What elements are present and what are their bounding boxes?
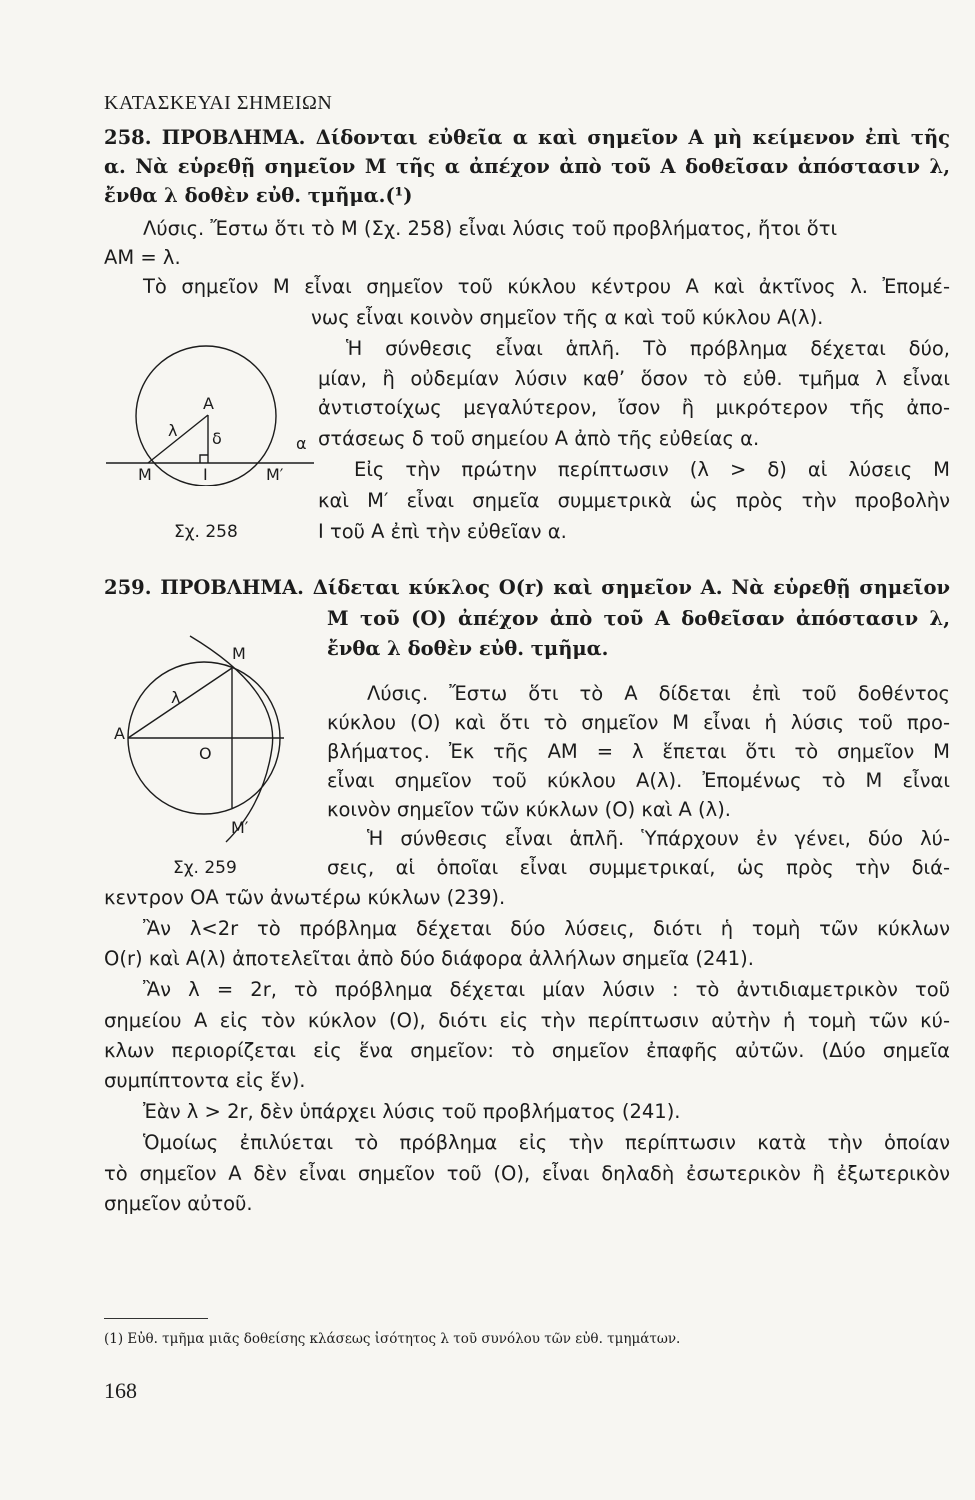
figure-259-drawing bbox=[108, 628, 298, 858]
figure-259-caption: Σχ. 259 bbox=[173, 858, 237, 878]
fig258-label-a: α bbox=[296, 434, 307, 453]
footnote: (1) Εὐθ. τμῆμα μιᾶς δοθείσης κλάσεως ἰσότητος λ τοῦ συνόλου τῶν εὐθ. τμημάτων. bbox=[104, 1331, 681, 1347]
p259-line-4: Λύσις. Ἔστω ὅτι τὸ Α δίδεται ἐπὶ τοῦ δοθέντος bbox=[367, 682, 950, 705]
fig258-label-Mprime: Μ′ bbox=[266, 465, 284, 484]
running-head: ΚΑΤΑΣΚΕΥΑΙ ΣΗΜΕΙΩΝ bbox=[104, 92, 333, 114]
p258-line-14: Ι τοῦ Α ἐπὶ τὴν εὐθεῖαν α. bbox=[318, 520, 567, 543]
p259-line-13: Ο(r) καὶ Α(λ) ἀποτελεῖται ἀπὸ δύο διάφορα ἀλλήλων σημεῖα (241). bbox=[104, 947, 754, 970]
p259-line-8: κοινὸν σημεῖον τῶν κύκλων (Ο) καὶ Α (λ). bbox=[327, 798, 732, 821]
p258-line-13: καὶ Μ′ εἶναι σημεῖα συμμετρικὰ ὡς πρὸς τὴν προβολὴν bbox=[318, 489, 950, 512]
fig258-label-A: Α bbox=[203, 394, 214, 413]
p258-line-7: νως εἶναι κοινὸν σημεῖον τῆς α καὶ τοῦ κύκλου Α(λ). bbox=[311, 306, 824, 329]
fig258-label-M: Μ bbox=[138, 465, 152, 484]
right-angle-mark bbox=[200, 455, 208, 463]
p259-line-16: κλων περιορίζεται εἰς ἕνα σημεῖον: τὸ σημεῖον ἐπαφῆς αὐτῶν. (Δύο σημεῖα bbox=[104, 1039, 950, 1062]
p258-line-2: α. Νὰ εὑρεθῇ σημεῖον Μ τῆς α ἀπέχον ἀπὸ τοῦ Α δοθεῖσαν ἀπόστασιν λ, bbox=[104, 155, 950, 178]
p259-line-15: σημείου Α εἰς τὸν κύκλον (Ο), διότι εἰς τὴν περίπτωσιν αὐτὴν ἡ τομὴ τῶν κύ- bbox=[104, 1009, 950, 1032]
p259-line-7: εἶναι σημεῖον τοῦ κύκλου Α(λ). Ἐπομένως τὸ Μ εἶναι bbox=[327, 769, 950, 792]
fig258-label-lambda: λ bbox=[168, 421, 178, 440]
segment-a-m bbox=[148, 415, 208, 463]
p258-line-11: στάσεως δ τοῦ σημείου Α ἀπὸ τῆς εὐθείας α. bbox=[318, 427, 760, 450]
fig258-label-I: Ι bbox=[203, 465, 208, 484]
p258-line-10: ἀντιστοίχως μεγαλύτερον, ἴσον ἢ μικρότερον τῆς ἀπο- bbox=[318, 396, 950, 419]
p259-line-5: κύκλου (Ο) καὶ ὅτι τὸ σημεῖον Μ εἶναι ἡ λύσις τοῦ προ- bbox=[327, 711, 950, 734]
page-number: 168 bbox=[104, 1378, 137, 1403]
fig258-label-delta: δ bbox=[212, 429, 222, 448]
p258-line-1: 258. ΠΡΟΒΛΗΜΑ. Δίδονται εὐθεῖα α καὶ σημεῖον Α μὴ κείμενον ἐπὶ τῆς bbox=[104, 126, 950, 149]
fig259-label-M: Μ bbox=[232, 644, 246, 663]
p258-line-6: Τὸ σημεῖον Μ εἶναι σημεῖον τοῦ κύκλου κέντρου Α καὶ ἀκτῖνος λ. Ἐπομέ- bbox=[143, 275, 950, 298]
figure-258-caption: Σχ. 258 bbox=[174, 522, 238, 542]
p258-line-5: ΑΜ = λ. bbox=[104, 246, 181, 269]
p259-line-12: Ἂν λ<2r τὸ πρόβλημα δέχεται δύο λύσεις, διότι ἡ τομὴ τῶν κύκλων bbox=[143, 917, 950, 940]
p259-line-18: Ἐὰν λ > 2r, δὲν ὑπάρχει λύσις τοῦ προβλήματος (241). bbox=[143, 1100, 681, 1123]
p259-line-3: ἔνθα λ δοθὲν εὐθ. τμῆμα. bbox=[327, 637, 609, 660]
fig259-label-A: Α bbox=[114, 724, 125, 743]
p259-line-10: σεις, αἱ ὁποῖαι εἶναι συμμετρικαί, ὡς πρὸς τὴν διά- bbox=[327, 856, 950, 879]
p259-line-2: Μ τοῦ (Ο) ἀπέχον ἀπὸ τοῦ Α δοθεῖσαν ἀπόστασιν λ, bbox=[327, 607, 950, 630]
p258-line-9: μίαν, ἢ οὐδεμίαν λύσιν καθ’ ὅσον τὸ εὐθ. τμῆμα λ εἶναι bbox=[318, 367, 950, 390]
p259-line-11: κεντρον ΟΑ τῶν ἀνωτέρω κύκλων (239). bbox=[104, 886, 506, 909]
p259-line-21: σημεῖον αὐτοῦ. bbox=[104, 1192, 253, 1215]
fig259-label-O: Ο bbox=[199, 744, 212, 763]
p258-line-12: Εἰς τὴν πρώτην περίπτωσιν (λ > δ) αἱ λύσεις Μ bbox=[354, 458, 950, 481]
p258-line-8: Ἡ σύνθεσις εἶναι ἁπλῆ. Τὸ πρόβλημα δέχεται δύο, bbox=[346, 337, 950, 360]
p258-line-3: ἔνθα λ δοθὲν εὐθ. τμῆμα.(¹) bbox=[104, 184, 413, 207]
fig259-label-lambda: λ bbox=[171, 688, 181, 707]
fig259-label-Mprime: Μ′ bbox=[231, 818, 249, 837]
p259-line-6: βλήματος. Ἐκ τῆς ΑΜ = λ ἕπεται ὅτι τὸ σημεῖον Μ bbox=[327, 740, 950, 763]
p259-line-17: συμπίπτοντα εἰς ἕν). bbox=[104, 1069, 306, 1092]
p258-line-4: Λύσις. Ἔστω ὅτι τὸ Μ (Σχ. 258) εἶναι λύσις τοῦ προβλήματος, ἤτοι ὅτι bbox=[143, 217, 838, 240]
p259-line-14: Ἂν λ = 2r, τὸ πρόβλημα δέχεται μίαν λύσιν : τὸ ἀντιδιαμετρικὸν τοῦ bbox=[143, 978, 950, 1001]
p259-line-20: τὸ σημεῖον Α δὲν εἶναι σημεῖον τοῦ (Ο), εἶναι δηλαδὴ ἐσωτερικὸν ἢ ἐξωτερικὸν bbox=[104, 1162, 950, 1185]
footnote-rule bbox=[104, 1318, 208, 1319]
p259-line-9: Ἡ σύνθεσις εἶναι ἁπλῆ. Ὑπάρχουν ἐν γένει, δύο λύ- bbox=[367, 827, 950, 850]
p259-line-1: 259. ΠΡΟΒΛΗΜΑ. Δίδεται κύκλος Ο(r) καὶ σημεῖον Α. Νὰ εὑρεθῇ σημεῖον bbox=[104, 576, 950, 599]
p259-line-19: Ὁμοίως ἐπιλύεται τὸ πρόβλημα εἰς τὴν περίπτωσιν κατὰ τὴν ὁποίαν bbox=[143, 1131, 950, 1154]
